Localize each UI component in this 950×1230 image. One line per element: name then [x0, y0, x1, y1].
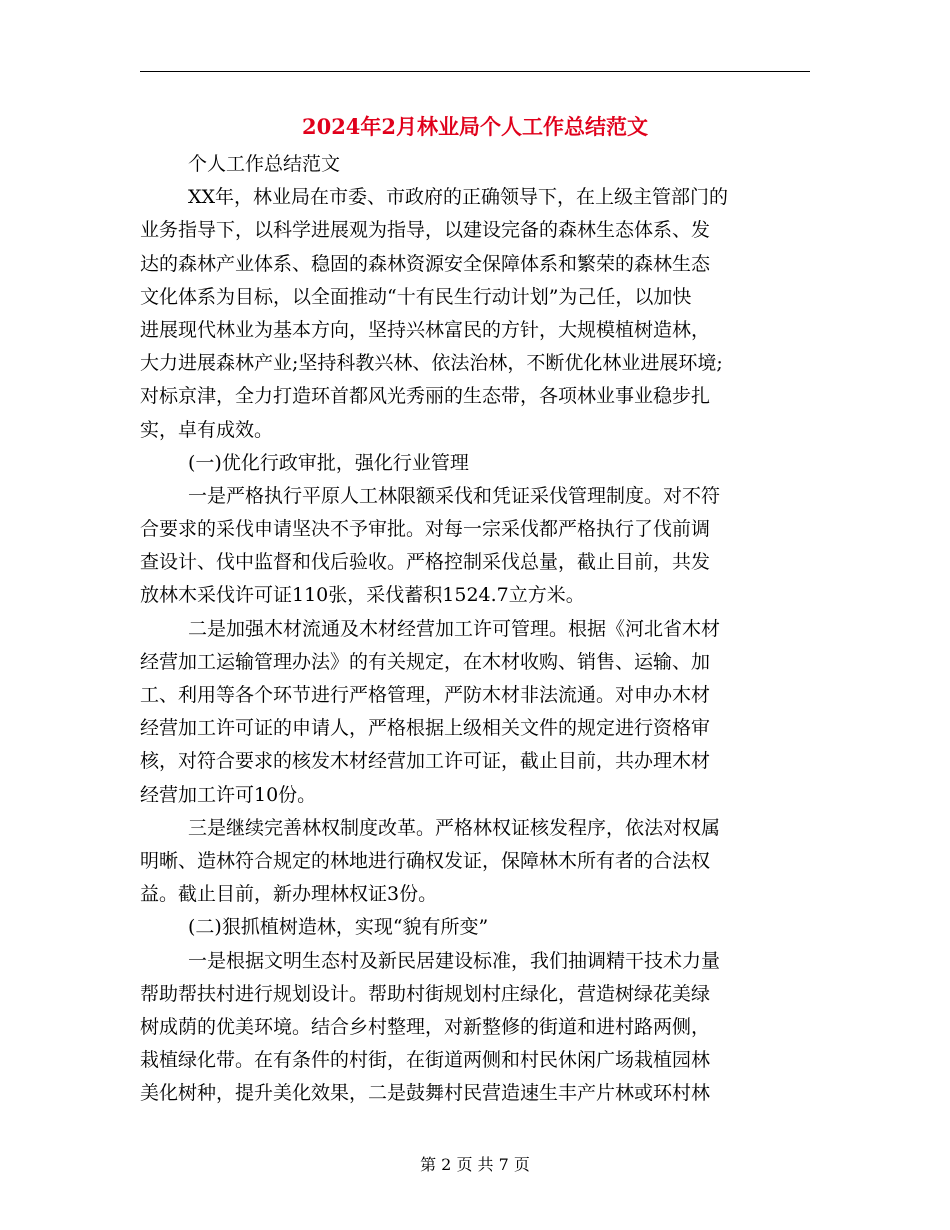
document-title: 2024年2月林业局个人工作总结范文	[301, 114, 649, 139]
paragraph-line: 业务指导下，以科学进展观为指导，以建设完备的森林生态体系、发	[140, 219, 711, 242]
paragraph-line: 二是加强木材流通及木材经营加工许可管理。根据《河北省木材	[188, 617, 721, 640]
paragraph-line: 对标京津，全力打造环首都风光秀丽的生态带，各项林业事业稳步扎	[140, 385, 711, 408]
page-number: 第 2 页 共 7 页	[420, 1155, 530, 1174]
paragraph-line: 文化体系为目标，以全面推动“十有民生行动计划”为己任，以加快	[140, 285, 692, 308]
paragraph-line: 核，对符合要求的核发木材经营加工许可证，截止目前，共办理木材	[140, 750, 711, 773]
paragraph-line: 明晰、造林符合规定的林地进行确权发证，保障林木所有者的合法权	[140, 849, 711, 872]
paragraph-line: 经营加工许可10份。	[140, 783, 317, 806]
paragraph-line: 大力进展森林产业;坚持科教兴林、依法治林，不断优化林业进展环境;	[140, 352, 723, 375]
header-rule	[140, 71, 810, 72]
paragraph-line: 美化树种，提升美化效果，二是鼓舞村民营造速生丰产片林或环村林	[140, 1082, 711, 1105]
paragraph-line: 帮助帮扶村进行规划设计。帮助村街规划村庄绿化，营造树绿花美绿	[140, 982, 711, 1005]
document-body	[140, 148, 810, 1110]
paragraph-line: 经营加工许可证的申请人，严格根据上级相关文件的规定进行资格审	[140, 717, 711, 740]
paragraph-line: 进展现代林业为基本方向，坚持兴林富民的方针，大规模植树造林，	[140, 318, 711, 341]
paragraph-line: 树成荫的优美环境。结合乡村整理，对新整修的街道和进村路两侧，	[140, 1015, 711, 1038]
section-heading: (一)优化行政审批，强化行业管理	[188, 451, 469, 474]
paragraph-line: 实，卓有成效。	[140, 418, 274, 441]
section-heading: 个人工作总结范文	[188, 153, 341, 175]
paragraph-line: 工、利用等各个环节进行严格管理，严防木材非法流通。对申办木材	[140, 684, 711, 706]
paragraph-line: 益。截止目前，新办理林权证3份。	[140, 883, 438, 906]
paragraph-line: 一是根据文明生态村及新民居建设标准，我们抽调精干技术力量	[188, 949, 721, 972]
section-heading: (二)狠抓植树造林，实现“貌有所变”	[188, 916, 489, 939]
paragraph-line: XX年，林业局在市委、市政府的正确领导下，在上级主管部门的	[188, 186, 729, 209]
paragraph-line: 经营加工运输管理办法》的有关规定，在木材收购、销售、运输、加	[140, 650, 711, 673]
paragraph-line: 合要求的采伐申请坚决不予审批。对每一宗采伐都严格执行了伐前调	[140, 518, 711, 541]
paragraph-line: 放林木采伐许可证110张，采伐蓄积1524.7立方米。	[140, 584, 585, 607]
paragraph-line: 三是继续完善林权制度改革。严格林权证核发程序，依法对权属	[188, 816, 721, 839]
paragraph-line: 查设计、伐中监督和伐后验收。严格控制采伐总量，截止目前，共发	[140, 551, 711, 574]
paragraph-line: 达的森林产业体系、稳固的森林资源安全保障体系和繁荣的森林生态	[140, 252, 711, 275]
paragraph-line: 一是严格执行平原人工林限额采伐和凭证采伐管理制度。对不符	[188, 484, 721, 507]
paragraph-line: 栽植绿化带。在有条件的村街，在街道两侧和村民休闲广场栽植园林	[140, 1049, 711, 1072]
